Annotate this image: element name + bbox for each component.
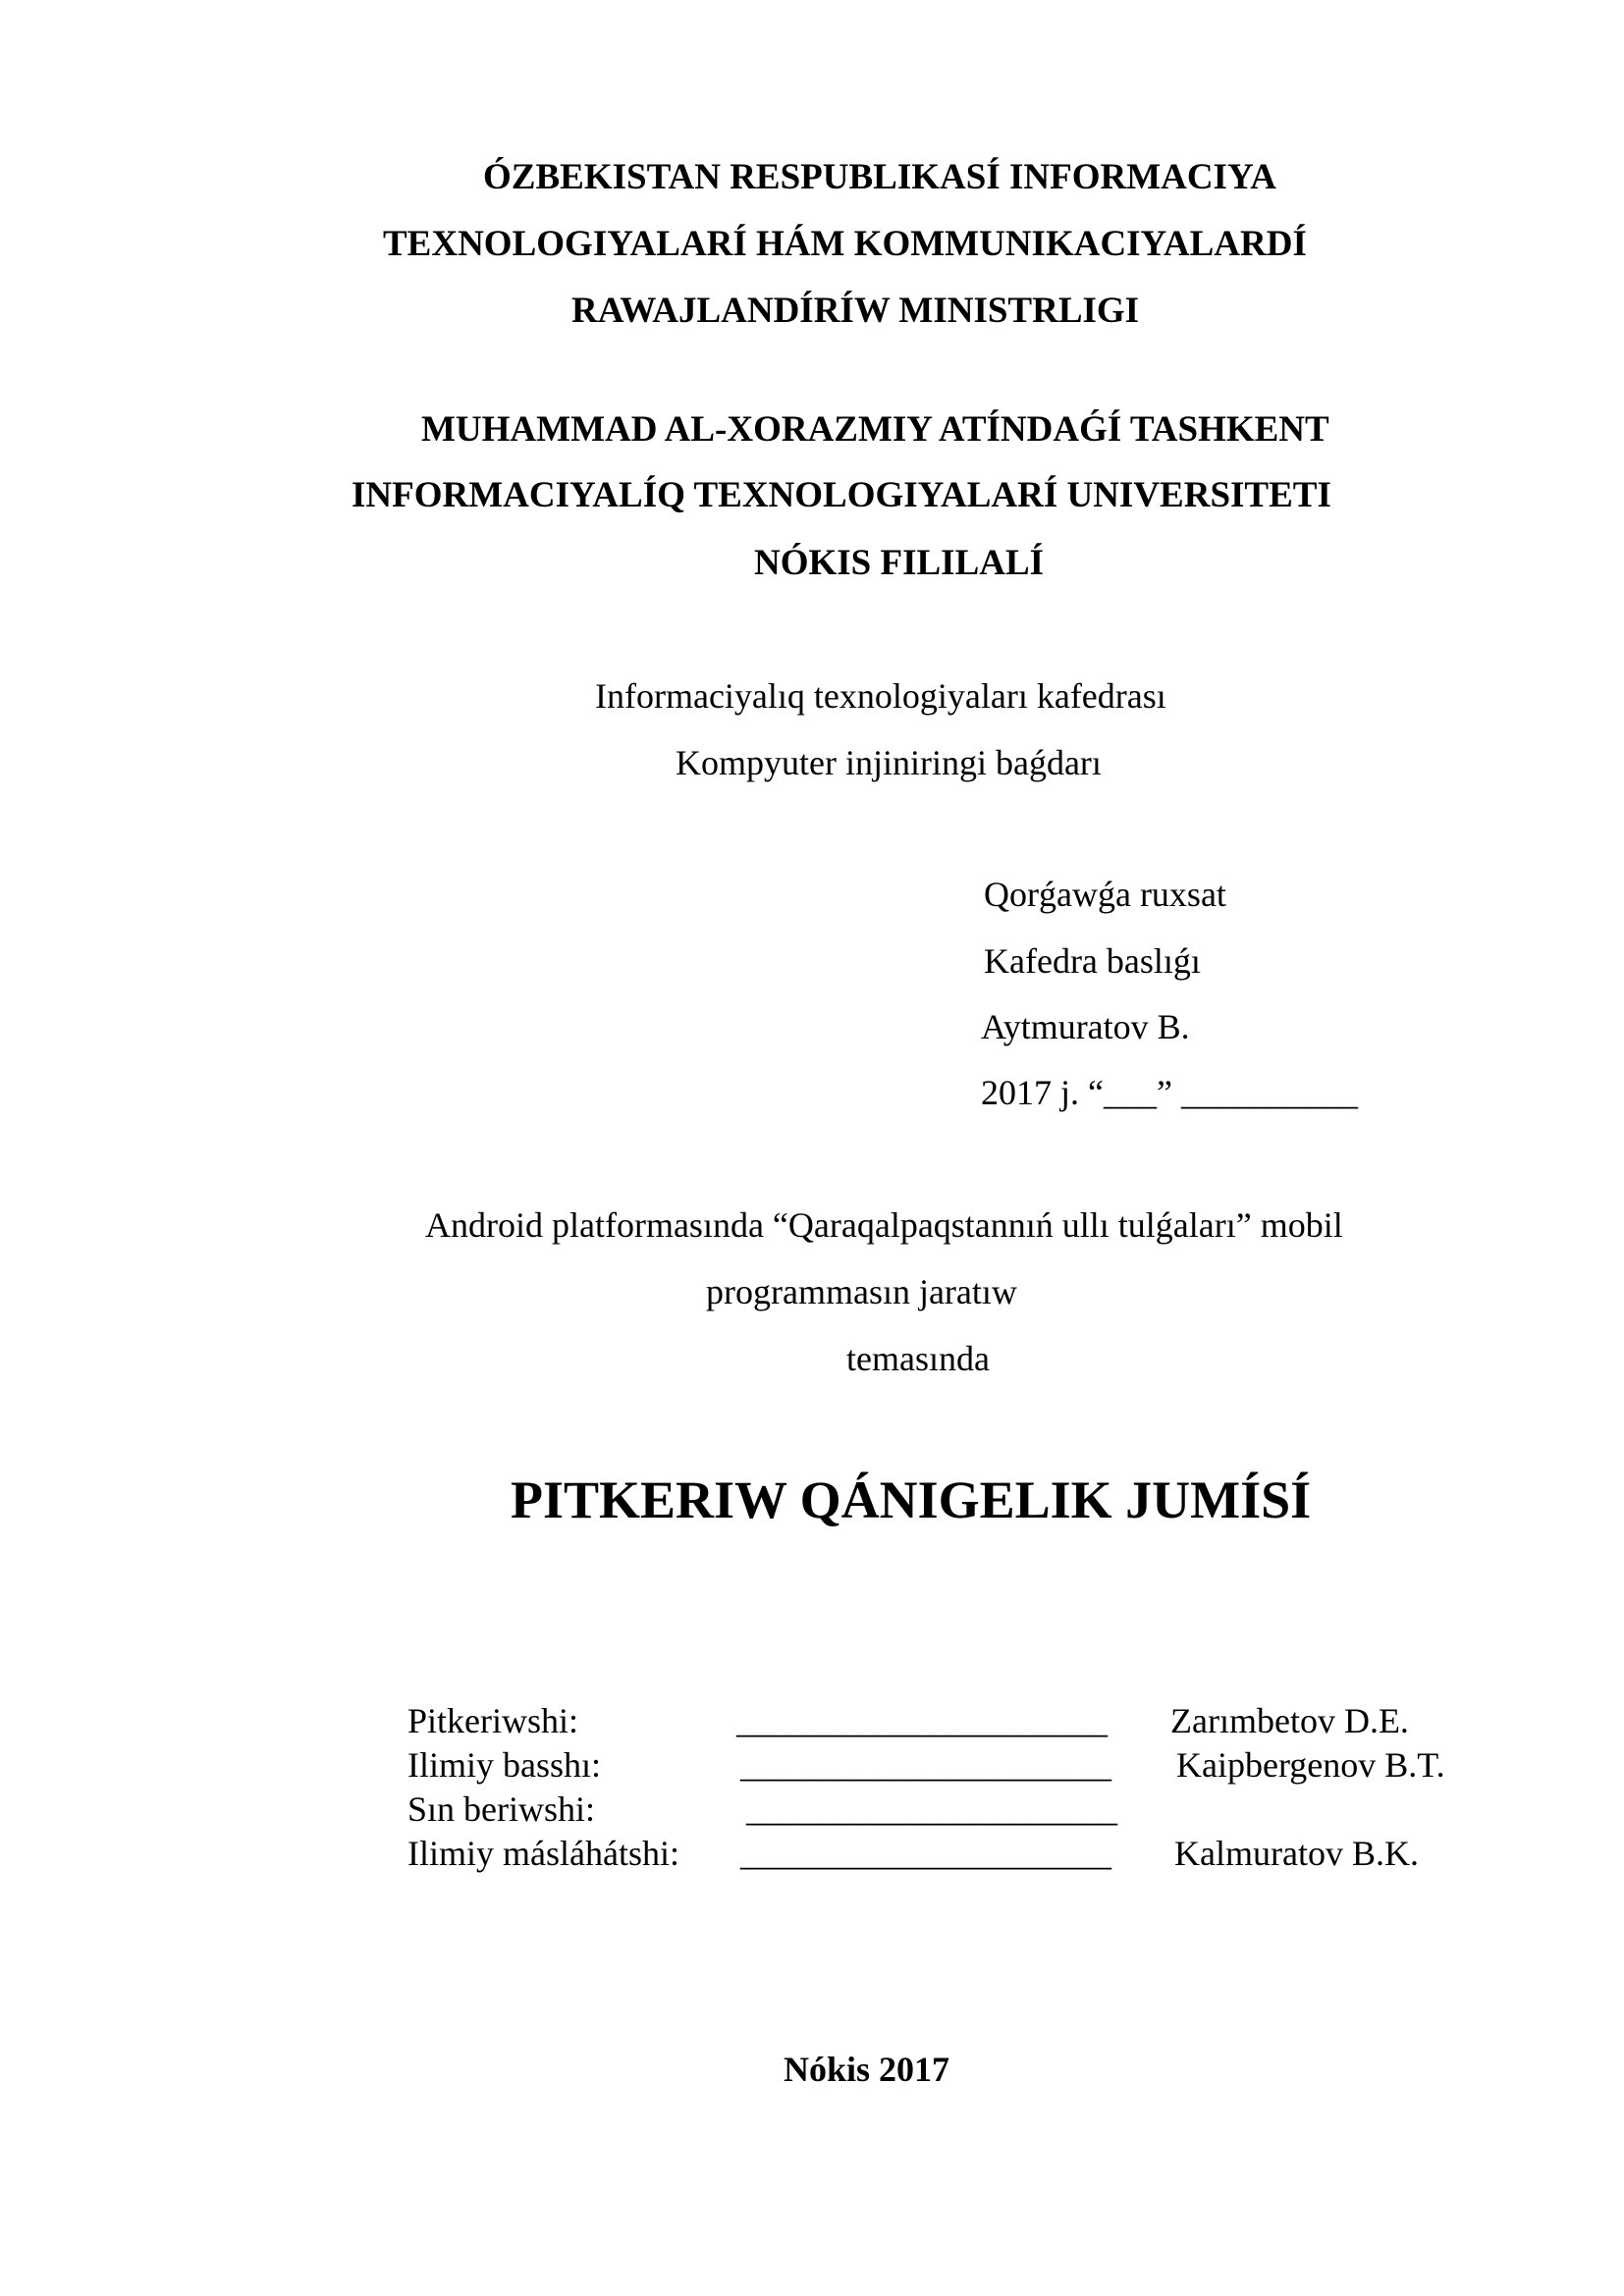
topic-line-3: temasında [846, 1339, 990, 1378]
signature-label: Pitkeriwshi: [407, 1701, 579, 1740]
work-title: PITKERIW QÁNIGELIK JUMÍSÍ [511, 1470, 1312, 1529]
university-line-3: NÓKIS FILILALÍ [754, 543, 1045, 583]
signature-line: _____________________ [740, 1834, 1111, 1873]
signature-label: Sın beriwshi: [407, 1789, 596, 1829]
university-line-2: INFORMACIYALÍQ TEXNOLOGIYALARÍ UNIVERSITETI [352, 475, 1331, 515]
signature-label: Ilimiy másláhátshi: [407, 1834, 679, 1873]
approval-date-line: 2017 j. “___” __________ [981, 1073, 1358, 1112]
signature-row-author [0, 1700, 1624, 1743]
approval-line-1: Qorǵawǵa ruxsat [984, 875, 1226, 914]
department-line-2: Kompyuter injiniringi baǵdarı [676, 743, 1102, 782]
footer-place-year: Nókis 2017 [784, 2050, 950, 2089]
signature-row-consultant [0, 1833, 1624, 1876]
signature-label: Ilimiy basshı: [407, 1745, 601, 1785]
signature-name: Kaipbergenov B.T. [1176, 1745, 1445, 1785]
topic-line-1: Android platformasında “Qaraqalpaqstannıń ullı tulǵaları” mobil [425, 1205, 1343, 1245]
signature-row-supervisor [0, 1744, 1624, 1788]
signature-line: _____________________ [746, 1789, 1117, 1829]
topic-line-2: programmasın jaratıw [706, 1272, 1017, 1311]
ministry-line-2: TEXNOLOGIYALARÍ HÁM KOMMUNIKACIYALARDÍ [383, 224, 1307, 264]
ministry-line-3: RAWAJLANDÍRÍW MINISTRLIGI [571, 291, 1140, 331]
approval-line-3: Aytmuratov B. [981, 1007, 1190, 1046]
department-line-1: Informaciyalıq texnologiyaları kafedrası [595, 676, 1166, 716]
signature-line: _____________________ [736, 1701, 1108, 1740]
signature-row-reviewer [0, 1789, 1624, 1832]
approval-line-2: Kafedra baslıǵı [984, 941, 1201, 981]
university-line-1: MUHAMMAD AL-XORAZMIY ATÍNDAǴÍ TASHKENT [421, 409, 1329, 450]
signature-name: Zarımbetov D.E. [1170, 1701, 1409, 1740]
signature-name: Kalmuratov B.K. [1174, 1834, 1419, 1873]
ministry-line-1: ÓZBEKISTAN RESPUBLIKASÍ INFORMACIYA [483, 157, 1277, 197]
signature-line: _____________________ [740, 1745, 1111, 1785]
